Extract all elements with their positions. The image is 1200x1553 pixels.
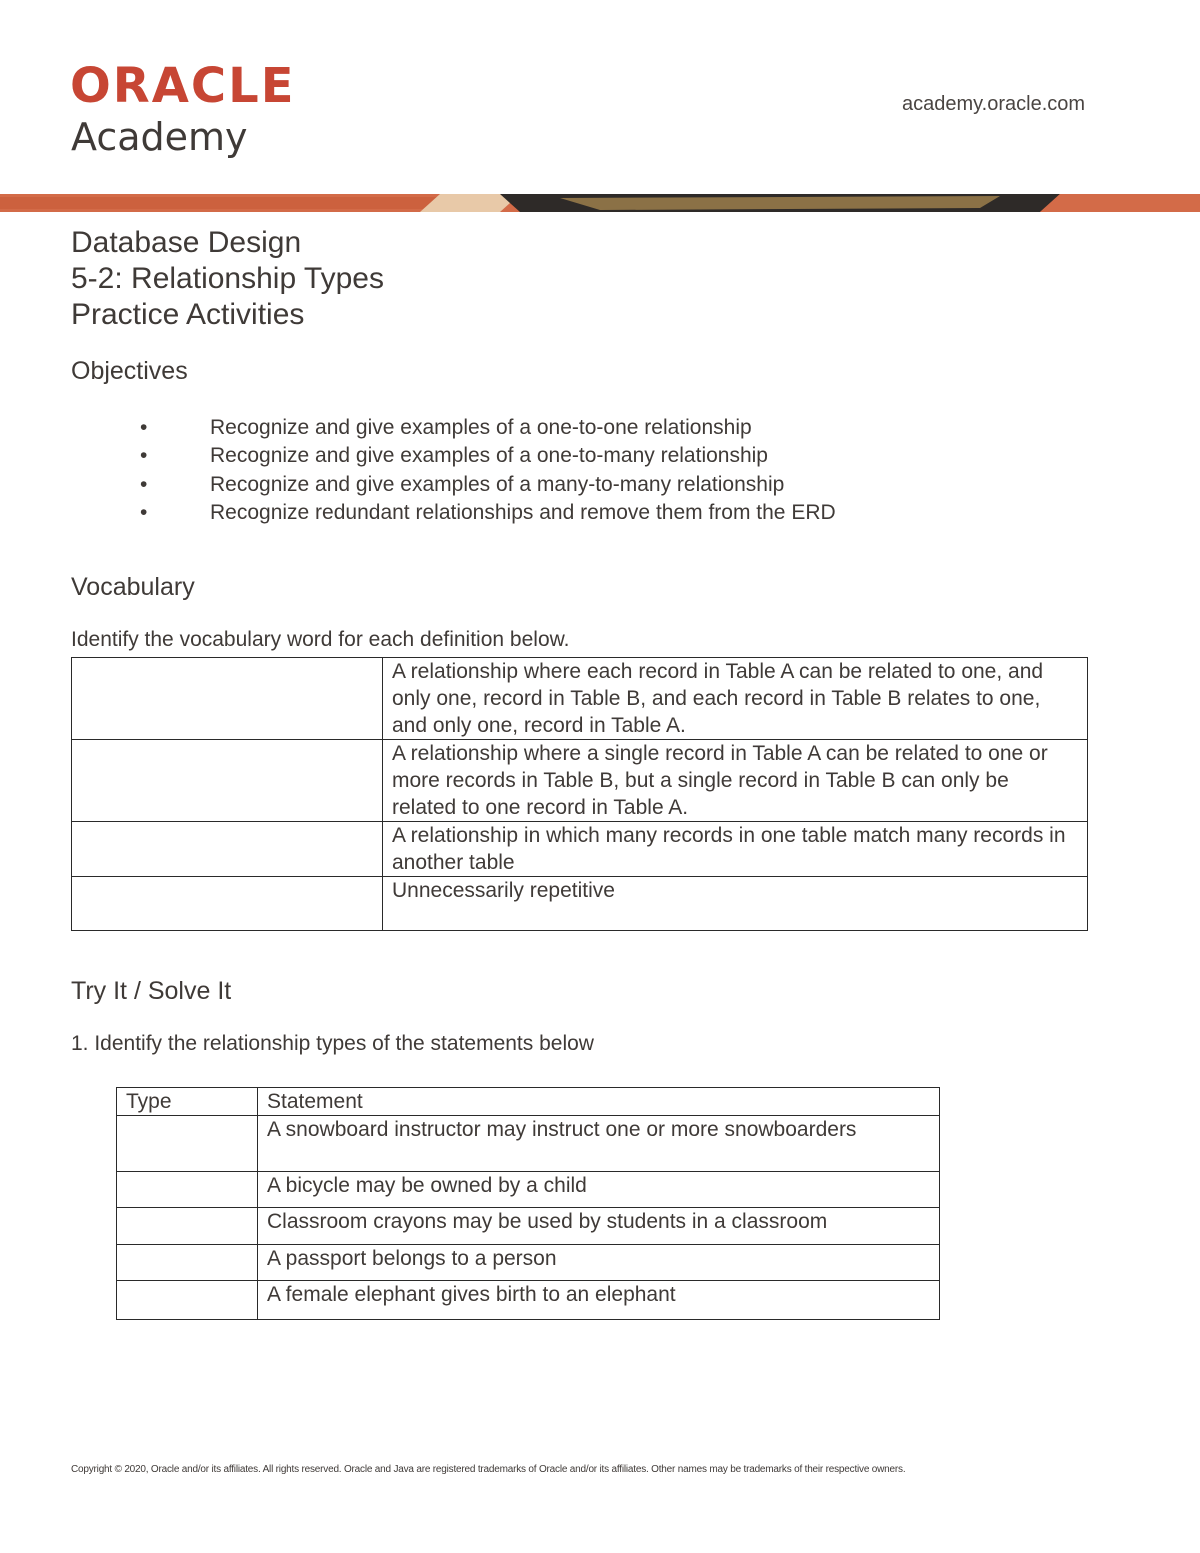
lesson-title: 5-2: Relationship Types [71, 262, 384, 295]
table-row [72, 822, 1088, 877]
question-1: 1. Identify the relationship types of the statements below [71, 1032, 594, 1055]
vocabulary-definition-cell: A relationship where a single record in Table A can be related to one or more records in Table B, but a single record in Table B can only be related to one record in Table A. [383, 740, 1088, 822]
table-row [117, 1208, 940, 1245]
statement-cell: A snowboard instructor may instruct one or more snowboarders [258, 1116, 940, 1172]
objective-item: • Recognize and give examples of a one-to-many relationship [140, 442, 836, 470]
table-row [72, 877, 1088, 931]
type-answer-cell[interactable] [117, 1245, 258, 1281]
table-row [117, 1281, 940, 1320]
vocabulary-heading: Vocabulary [71, 573, 195, 601]
academy-logo-text: Academy [71, 115, 248, 159]
bullet-icon: • [140, 500, 148, 524]
site-url[interactable]: academy.oracle.com [902, 93, 1086, 115]
statement-cell: Classroom crayons may be used by students in a classroom [258, 1208, 940, 1245]
table-row [117, 1245, 940, 1281]
objective-item: • Recognize redundant relationships and remove them from the ERD [140, 499, 836, 527]
vocabulary-table [71, 657, 1088, 931]
activity-title: Practice Activities [71, 298, 305, 331]
oracle-logo: ORACLE [70, 58, 296, 114]
type-answer-cell[interactable] [117, 1208, 258, 1245]
table-row [72, 740, 1088, 822]
type-answer-cell[interactable] [117, 1116, 258, 1172]
table-row [117, 1172, 940, 1208]
vocabulary-instruction: Identify the vocabulary word for each definition below. [71, 628, 570, 651]
vocabulary-definition-cell: A relationship in which many records in one table match many records in another table [383, 822, 1088, 877]
decorative-banner [0, 194, 1200, 212]
course-title: Database Design [71, 226, 302, 259]
bullet-icon: • [140, 416, 148, 439]
statement-column-header: Statement [258, 1088, 940, 1116]
vocabulary-term-cell[interactable] [72, 822, 383, 877]
table-header-row [117, 1088, 940, 1116]
table-row [117, 1116, 940, 1172]
copyright-notice: Copyright © 2020, Oracle and/or its affiliates. All rights reserved. Oracle and Java are registered trademarks of Oracle and/or its affiliates. Other names may be trademarks of their respective owners. [71, 1464, 906, 1475]
statement-cell: A bicycle may be owned by a child [258, 1172, 940, 1208]
objectives-heading: Objectives [71, 357, 188, 385]
vocabulary-definition-cell: Unnecessarily repetitive [383, 877, 1088, 931]
bullet-icon: • [140, 444, 148, 468]
vocabulary-definition-cell: A relationship where each record in Table A can be related to one, and only one, record in Table B, and each record in Table B relates to one, and only one, record in Table A. [383, 658, 1088, 740]
table-row [72, 658, 1088, 740]
vocabulary-term-cell[interactable] [72, 877, 383, 931]
type-answer-cell[interactable] [117, 1172, 258, 1208]
statement-cell: A passport belongs to a person [258, 1245, 940, 1281]
type-answer-cell[interactable] [117, 1281, 258, 1320]
statement-cell: A female elephant gives birth to an elephant [258, 1281, 940, 1320]
vocabulary-term-cell[interactable] [72, 658, 383, 740]
objectives-list [140, 414, 836, 527]
type-column-header: Type [117, 1088, 258, 1116]
bullet-icon: • [140, 472, 148, 496]
document-title [71, 225, 384, 333]
vocabulary-term-cell[interactable] [72, 740, 383, 822]
objective-item: • Recognize and give examples of a many-to-many relationship [140, 471, 836, 499]
objective-item: • Recognize and give examples of a one-to-one relationship [140, 414, 836, 442]
try-it-heading: Try It / Solve It [71, 977, 232, 1005]
relationship-types-table [116, 1087, 940, 1320]
